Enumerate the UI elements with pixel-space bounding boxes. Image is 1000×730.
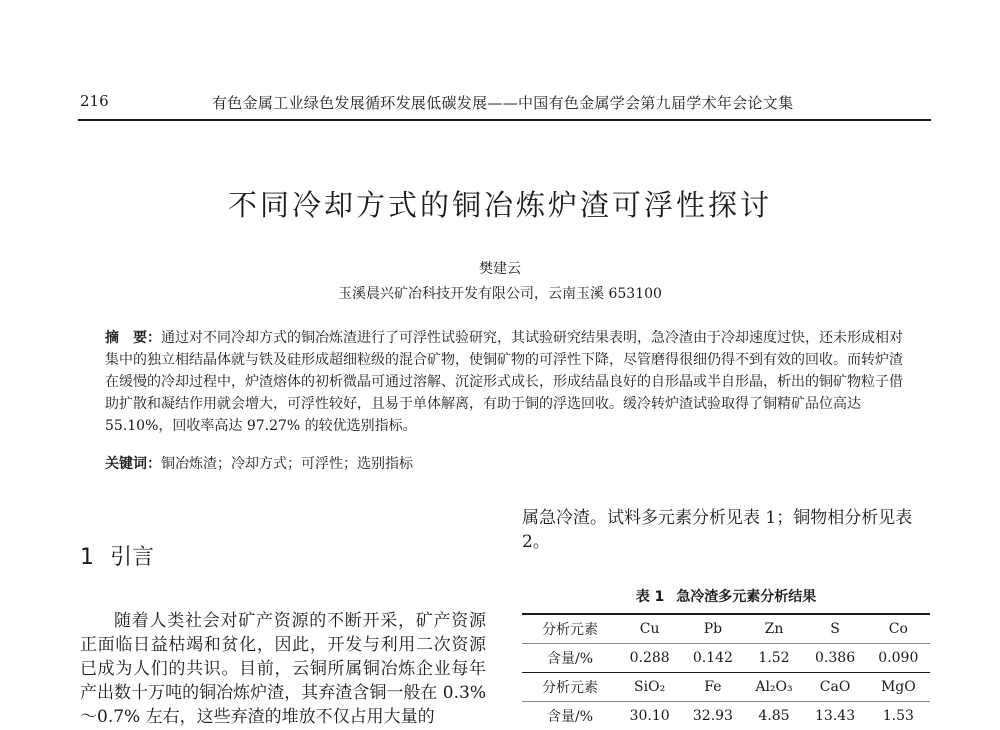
table-cell: S	[803, 614, 866, 644]
table-cell: 0.386	[803, 644, 866, 673]
abstract	[105, 327, 905, 437]
author: 樊建云	[0, 258, 1000, 278]
table-cell: Co	[867, 614, 930, 644]
table-cell: 含量/%	[522, 702, 618, 730]
abstract-text: 通过对不同冷却方式的铜冶炼渣进行了可浮性试验研究，其试验研究结果表明，急冷渣由于冷却速度过快，还未形成相对集中的独立相结晶体就与铁及硅形成超细粒级的混合矿物，使铜矿物的可浮性下降，尽管磨得很细仍得不到有效的回收。而转炉渣在缓慢的冷却过程中，炉渣熔体的初析微晶可通过溶解、沉淀形式成长，形成结晶良好的自形晶或半自形晶，析出的铜矿物粒子借助扩散和凝结作用就会增大，可浮性较好，且易于单体解离，有助于铜的浮选回收。缓冷转炉渣试验取得了铜精矿品位高达 55.10%，回收率高达 97.27% 的较优选别指标。	[105, 330, 903, 434]
paper-title: 不同冷却方式的铜冶炼炉渣可浮性探讨	[0, 183, 1000, 224]
keywords-label: 关键词：	[105, 456, 161, 472]
table-cell: Zn	[745, 614, 804, 644]
table-row	[522, 702, 930, 730]
table-cell: CaO	[803, 673, 866, 702]
table-caption-title: 急冷渣多元素分析结果	[676, 589, 816, 605]
table-cell: 1.53	[867, 702, 930, 730]
abstract-label: 摘 要：	[105, 330, 161, 346]
header-rule	[78, 119, 931, 121]
table-cell: 0.142	[681, 644, 744, 673]
keywords-text: 铜冶炼渣；冷却方式；可浮性；选别指标	[161, 456, 413, 472]
body-text-left: 随着人类社会对矿产资源的不断开采，矿产资源正面临日益枯竭和贫化，因此，开发与利用二次资源已成为人们的共识。目前，云铜所属铜冶炼企业每年产出数十万吨的铜冶炼炉渣，其弃渣含铜一般在 0.3%～0.7% 左右，这些弃渣的堆放不仅占用大量的	[80, 609, 486, 729]
table-cell: 0.288	[618, 644, 681, 673]
element-analysis-table	[522, 613, 930, 730]
table-cell: 1.52	[745, 644, 804, 673]
section-title: 引言	[110, 545, 154, 570]
running-header: 有色金属工业绿色发展循环发展低碳发展——中国有色金属学会第九届学术年会论文集	[212, 92, 793, 113]
table-cell: 分析元素	[522, 614, 618, 644]
section-heading	[80, 540, 154, 571]
table-cell: Cu	[618, 614, 681, 644]
table-caption-number: 表 1	[636, 589, 665, 605]
table-cell: 分析元素	[522, 673, 618, 702]
table-row	[522, 614, 930, 644]
table-cell: Pb	[681, 614, 744, 644]
table-row	[522, 673, 930, 702]
page-number: 216	[80, 92, 109, 110]
table-cell: 4.85	[745, 702, 804, 730]
table-cell: Al₂O₃	[745, 673, 804, 702]
section-number: 1	[80, 545, 94, 570]
table-cell: 0.090	[867, 644, 930, 673]
body-text-right: 属急冷渣。试料多元素分析见表 1；铜物相分析见表 2。	[522, 506, 930, 554]
table-cell: Fe	[681, 673, 744, 702]
table-cell: SiO₂	[618, 673, 681, 702]
affiliation: 玉溪晨兴矿冶科技开发有限公司，云南玉溪 653100	[0, 283, 1000, 303]
table-row	[522, 644, 930, 673]
table-caption	[522, 586, 930, 606]
table-cell: 30.10	[618, 702, 681, 730]
keywords	[105, 453, 905, 473]
table-cell: MgO	[867, 673, 930, 702]
table-cell: 13.43	[803, 702, 866, 730]
table-cell: 含量/%	[522, 644, 618, 673]
table-cell: 32.93	[681, 702, 744, 730]
